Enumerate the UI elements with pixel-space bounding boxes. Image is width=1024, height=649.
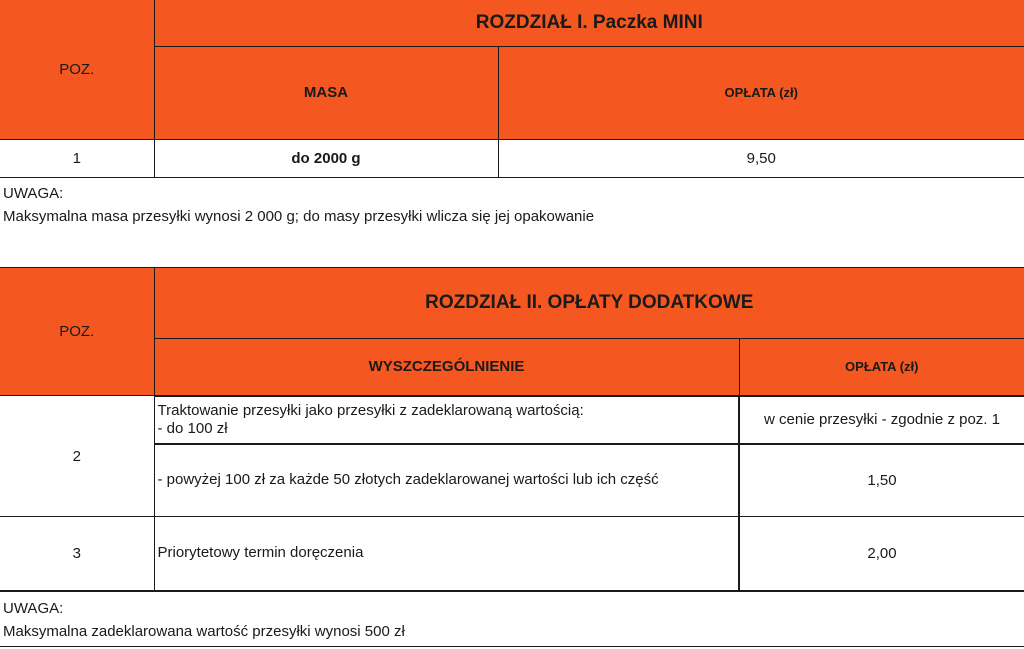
section2-row2-desc-line1: Traktowanie przesyłki jako przesyłki z zadeklarowaną wartością: [157,401,584,419]
section1-row1-poz: 1 [0,139,154,177]
section2-row3-oplata: 2,00 [739,517,1024,591]
section1-table [0,0,1024,178]
section2-row3-poz: 3 [0,517,154,591]
section2-row2b-oplata: 1,50 [739,444,1024,517]
table-row [0,139,1024,177]
section1-poz-header: POZ. [0,0,154,139]
section2-wyszczegolnienie-header: WYSZCZEGÓLNIENIE [154,339,739,396]
table-row [0,396,1024,444]
section1-note [3,182,594,228]
section1-title: ROZDZIAŁ I. Paczka MINI [154,0,1024,46]
section2-row2-poz: 2 [0,396,154,517]
section1-oplata-header: OPŁATA (zł) [498,46,1024,139]
section2-note-text: Maksymalna zadeklarowana wartość przesyłki wynosi 500 zł [3,623,405,640]
section2-row2-desc-line2: - do 100 zł [157,419,228,437]
section2-row2-desc [154,396,739,444]
section1-masa-header: MASA [154,46,498,139]
section2-oplata-header: OPŁATA (zł) [739,339,1024,396]
section1-note-heading: UWAGA: [3,185,64,202]
section1-note-text: Maksymalna masa przesyłki wynosi 2 000 g; do masy przesyłki wlicza się jej opakowanie [3,208,595,225]
section1-row1-masa: do 2000 g [154,139,498,177]
section2-poz-header: POZ. [0,268,154,396]
table-row [0,444,1024,517]
section2-row3-desc: Priorytetowy termin doręczenia [154,517,739,591]
section2-title: ROZDZIAŁ II. OPŁATY DODATKOWE [154,268,1024,339]
section2-row2-oplata: w cenie przesyłki - zgodnie z poz. 1 [739,396,1024,444]
section1-row1-oplata: 9,50 [498,139,1024,177]
bottom-divider [0,646,1024,647]
section2-note-heading: UWAGA: [3,600,64,617]
section2-note [3,597,405,643]
section2-table [0,267,1024,592]
table-row [0,517,1024,591]
section2-row2b-desc: - powyżej 100 zł za każde 50 złotych zadeklarowanej wartości lub ich część [154,444,739,517]
